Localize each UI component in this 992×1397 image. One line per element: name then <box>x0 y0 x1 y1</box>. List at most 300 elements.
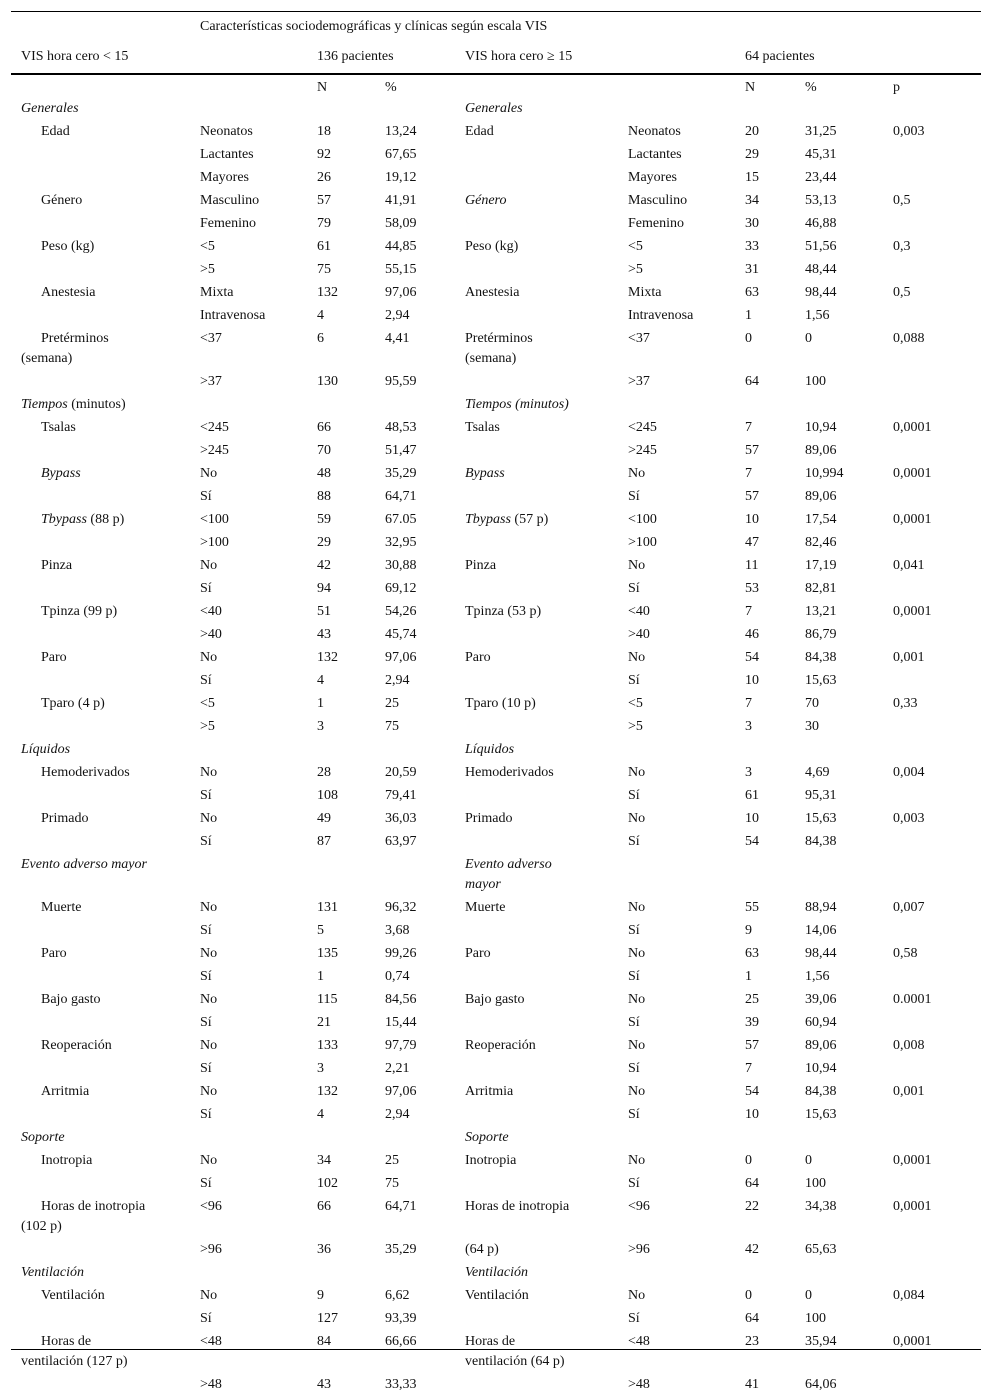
left-variable-cell <box>11 555 200 578</box>
table-row <box>11 417 981 440</box>
left-variable-cell <box>11 1081 200 1104</box>
right-variable-cell <box>465 144 628 167</box>
col-n-left: N <box>317 80 328 95</box>
right-pct: 10,94 <box>805 1061 837 1076</box>
table-row <box>11 647 981 670</box>
left-variable-cell <box>11 371 200 394</box>
left-category: Mayores <box>200 170 249 185</box>
variable-label: Pretérminos <box>41 331 109 346</box>
left-n: 59 <box>317 512 331 527</box>
left-pct: 35,29 <box>385 466 417 481</box>
p-value <box>893 1239 981 1262</box>
left-category: Sí <box>200 788 212 803</box>
variable-label: Horas de inotropia <box>41 1199 146 1214</box>
left-pct: 97,06 <box>385 1084 417 1099</box>
left-pct: 75 <box>385 1176 399 1191</box>
right-variable-cell <box>465 920 628 943</box>
right-variable-cell <box>465 1035 628 1058</box>
left-pct <box>385 394 465 417</box>
right-pct: 31,25 <box>805 124 837 139</box>
left-n: 79 <box>317 216 331 231</box>
left-pct: 3,68 <box>385 923 410 938</box>
variable-label: Tsalas <box>41 420 76 435</box>
table-row <box>11 371 981 394</box>
p-value <box>893 670 981 693</box>
right-pct: 1,56 <box>805 969 830 984</box>
left-n: 18 <box>317 124 331 139</box>
left-variable-cell <box>11 1173 200 1196</box>
right-pct: 84,38 <box>805 834 837 849</box>
right-variable-cell <box>465 417 628 440</box>
left-pct: 67.05 <box>385 512 417 527</box>
right-n: 1 <box>745 308 752 323</box>
right-variable-cell <box>465 693 628 716</box>
left-pct: 15,44 <box>385 1015 417 1030</box>
section-heading: Evento adverso <box>465 857 552 872</box>
column-header-row <box>11 74 981 98</box>
right-pct: 86,79 <box>805 627 837 642</box>
left-n: 94 <box>317 581 331 596</box>
left-pct <box>385 1262 465 1285</box>
p-value <box>893 854 981 897</box>
left-variable-cell <box>11 1127 200 1150</box>
right-variable-cell <box>465 1331 628 1374</box>
col-n-right: N <box>745 80 756 95</box>
right-n: 7 <box>745 604 752 619</box>
table-row <box>11 532 981 555</box>
p-value <box>893 1173 981 1196</box>
right-variable-cell <box>465 1262 628 1285</box>
left-variable-cell <box>11 1035 200 1058</box>
left-n: 34 <box>317 1153 331 1168</box>
left-n: 43 <box>317 1377 331 1392</box>
p-value <box>893 831 981 854</box>
left-n: 88 <box>317 489 331 504</box>
right-n: 41 <box>745 1377 759 1392</box>
right-n <box>745 98 805 121</box>
left-category: Intravenosa <box>200 308 266 323</box>
left-n: 43 <box>317 627 331 642</box>
variable-label: Muerte <box>465 900 506 915</box>
left-pct: 84,56 <box>385 992 417 1007</box>
left-pct: 6,62 <box>385 1288 410 1303</box>
right-pct: 10,994 <box>805 466 844 481</box>
right-category: <100 <box>628 512 657 527</box>
section-heading: Soporte <box>21 1130 65 1145</box>
variable-label: Ventilación <box>465 1288 529 1303</box>
left-n: 4 <box>317 308 324 323</box>
right-variable-cell <box>465 213 628 236</box>
table-row <box>11 486 981 509</box>
right-pct: 4,69 <box>805 765 830 780</box>
right-category: No <box>628 466 646 481</box>
left-category: No <box>200 1084 218 1099</box>
left-variable-cell <box>11 854 200 897</box>
right-variable-cell <box>465 371 628 394</box>
left-variable-cell <box>11 1308 200 1331</box>
right-n: 7 <box>745 1061 752 1076</box>
right-pct: 84,38 <box>805 650 837 665</box>
p-value <box>893 305 981 328</box>
right-category <box>628 1127 745 1150</box>
right-n: 10 <box>745 1107 759 1122</box>
left-variable-cell <box>11 190 200 213</box>
p-value: 0,3 <box>893 239 911 254</box>
right-pct: 0 <box>805 331 812 346</box>
right-variable-cell <box>465 943 628 966</box>
right-category: >245 <box>628 443 657 458</box>
section-heading: Ventilación <box>21 1265 84 1280</box>
data-table <box>11 11 981 1392</box>
right-variable-cell <box>465 259 628 282</box>
table-row <box>11 1012 981 1035</box>
right-category: No <box>628 946 646 961</box>
right-category: Sí <box>628 1107 640 1122</box>
right-category: Neonatos <box>628 124 681 139</box>
table-row <box>11 236 981 259</box>
table-row <box>11 624 981 647</box>
p-value: 0,041 <box>893 558 925 573</box>
right-category: No <box>628 900 646 915</box>
right-pct: 89,06 <box>805 443 837 458</box>
left-n: 57 <box>317 193 331 208</box>
right-n: 54 <box>745 834 759 849</box>
right-n: 29 <box>745 147 759 162</box>
p-value: 0,33 <box>893 696 918 711</box>
right-n: 9 <box>745 923 752 938</box>
variable-label: Hemoderivados <box>465 765 554 780</box>
right-n: 31 <box>745 262 759 277</box>
section-heading: Generales <box>21 101 79 116</box>
left-variable-cell <box>11 282 200 305</box>
right-variable-cell <box>465 440 628 463</box>
p-value <box>893 259 981 282</box>
section-row <box>11 1262 981 1285</box>
right-pct: 14,06 <box>805 923 837 938</box>
left-n <box>317 98 385 121</box>
group-right-label: VIS hora cero ≥ 15 <box>465 42 745 74</box>
left-category: No <box>200 650 218 665</box>
variable-label: Edad <box>41 124 70 139</box>
right-n: 7 <box>745 466 752 481</box>
p-value <box>893 532 981 555</box>
right-variable-cell <box>465 236 628 259</box>
left-n: 3 <box>317 1061 324 1076</box>
p-value: 0,0001 <box>893 420 932 435</box>
variable-label: Arritmia <box>465 1084 514 1099</box>
left-variable-cell <box>11 989 200 1012</box>
left-pct: 95,59 <box>385 374 417 389</box>
right-variable-cell <box>465 670 628 693</box>
right-category: Femenino <box>628 216 684 231</box>
left-category: <5 <box>200 696 215 711</box>
right-category: No <box>628 765 646 780</box>
p-value: 0,088 <box>893 331 925 346</box>
table-row <box>11 555 981 578</box>
p-value: 0,003 <box>893 124 925 139</box>
left-n: 28 <box>317 765 331 780</box>
right-n: 33 <box>745 239 759 254</box>
left-pct: 44,85 <box>385 239 417 254</box>
right-n: 30 <box>745 216 759 231</box>
p-value <box>893 371 981 394</box>
table-row <box>11 282 981 305</box>
p-value: 0,0001 <box>893 1199 932 1214</box>
right-category: Lactantes <box>628 147 682 162</box>
left-pct: 36,03 <box>385 811 417 826</box>
right-variable-cell <box>465 1012 628 1035</box>
left-n: 132 <box>317 650 338 665</box>
table-row <box>11 693 981 716</box>
right-n: 63 <box>745 285 759 300</box>
left-variable-cell <box>11 1262 200 1285</box>
variable-label: Paro <box>465 946 491 961</box>
right-n: 11 <box>745 558 759 573</box>
right-pct <box>805 98 893 121</box>
p-value <box>893 1012 981 1035</box>
left-pct: 79,41 <box>385 788 417 803</box>
right-category <box>628 739 745 762</box>
variable-label-cont: (semana) <box>21 351 73 366</box>
variable-label: Anestesia <box>41 285 96 300</box>
right-pct: 65,63 <box>805 1242 837 1257</box>
right-category: Sí <box>628 489 640 504</box>
left-n: 51 <box>317 604 331 619</box>
variable-label: Tparo (4 p) <box>41 696 105 711</box>
right-n: 63 <box>745 946 759 961</box>
section-row <box>11 739 981 762</box>
left-pct <box>385 1127 465 1150</box>
p-value <box>893 1262 981 1285</box>
variable-label: Inotropia <box>465 1153 517 1168</box>
left-variable-cell <box>11 739 200 762</box>
left-category: Femenino <box>200 216 256 231</box>
left-pct: 25 <box>385 1153 399 1168</box>
right-n: 57 <box>745 489 759 504</box>
left-variable-cell <box>11 1374 200 1397</box>
table-row <box>11 1104 981 1127</box>
section-heading: Tiempos <box>21 397 68 412</box>
p-value: 0.0001 <box>893 992 932 1007</box>
table-row <box>11 167 981 190</box>
right-pct: 82,46 <box>805 535 837 550</box>
group-left-patients: 136 pacientes <box>317 42 465 74</box>
right-variable-cell <box>465 785 628 808</box>
right-pct: 35,94 <box>805 1334 837 1349</box>
right-n: 0 <box>745 331 752 346</box>
right-variable-cell <box>465 1308 628 1331</box>
right-pct: 15,63 <box>805 811 837 826</box>
right-n: 1 <box>745 969 752 984</box>
right-n: 64 <box>745 374 759 389</box>
variable-label: Inotropia <box>41 1153 93 1168</box>
p-value <box>893 920 981 943</box>
right-category: Sí <box>628 581 640 596</box>
left-category: >5 <box>200 719 215 734</box>
left-variable-cell <box>11 693 200 716</box>
right-category: >40 <box>628 627 650 642</box>
left-n: 26 <box>317 170 331 185</box>
right-pct: 48,44 <box>805 262 837 277</box>
left-variable-cell <box>11 897 200 920</box>
left-n: 48 <box>317 466 331 481</box>
left-pct: 75 <box>385 719 399 734</box>
variable-suffix: (57 p) <box>510 512 549 527</box>
table-row <box>11 463 981 486</box>
right-variable-cell <box>465 1150 628 1173</box>
table-row <box>11 190 981 213</box>
left-category: Sí <box>200 1015 212 1030</box>
left-n: 132 <box>317 1084 338 1099</box>
p-value: 0,5 <box>893 285 911 300</box>
right-pct <box>805 854 893 897</box>
p-value: 0,0001 <box>893 1153 932 1168</box>
group-right-patients: 64 pacientes <box>745 42 981 74</box>
right-variable-cell <box>465 1081 628 1104</box>
left-pct: 2,94 <box>385 308 410 323</box>
p-value <box>893 1308 981 1331</box>
left-category: No <box>200 1153 218 1168</box>
right-category: Sí <box>628 673 640 688</box>
section-row <box>11 1127 981 1150</box>
table-row <box>11 989 981 1012</box>
left-n: 5 <box>317 923 324 938</box>
left-variable-cell <box>11 1331 200 1374</box>
variable-label: Paro <box>465 650 491 665</box>
right-variable-cell <box>465 190 628 213</box>
p-value: 0,0001 <box>893 1334 932 1349</box>
right-category: No <box>628 1038 646 1053</box>
right-category: Mayores <box>628 170 677 185</box>
right-n <box>745 394 805 417</box>
left-n: 1 <box>317 969 324 984</box>
right-variable-cell <box>465 808 628 831</box>
right-category <box>628 854 745 897</box>
right-category: Sí <box>628 1176 640 1191</box>
right-variable-cell <box>465 1173 628 1196</box>
variable-label: Peso (kg) <box>465 239 519 254</box>
variable-label: Género <box>465 193 507 208</box>
table-row <box>11 1196 981 1239</box>
left-category: No <box>200 1288 218 1303</box>
left-pct: 64,71 <box>385 1199 417 1214</box>
variable-label: Muerte <box>41 900 82 915</box>
left-variable-cell <box>11 1196 200 1239</box>
left-category: >48 <box>200 1377 222 1392</box>
table-row <box>11 213 981 236</box>
left-pct <box>385 739 465 762</box>
p-value <box>893 785 981 808</box>
left-n: 92 <box>317 147 331 162</box>
p-value <box>893 1374 981 1397</box>
table-row <box>11 1081 981 1104</box>
left-n: 3 <box>317 719 324 734</box>
right-variable-cell <box>465 305 628 328</box>
left-pct: 20,59 <box>385 765 417 780</box>
p-value: 0,0001 <box>893 466 932 481</box>
left-n: 115 <box>317 992 338 1007</box>
right-category: >100 <box>628 535 657 550</box>
right-n: 34 <box>745 193 759 208</box>
col-p: p <box>893 80 900 95</box>
left-category: Mixta <box>200 285 234 300</box>
variable-label-cont: (semana) <box>465 351 517 366</box>
right-variable-cell <box>465 1374 628 1397</box>
right-n: 22 <box>745 1199 759 1214</box>
left-pct: 19,12 <box>385 170 417 185</box>
table-title: Características sociodemográficas y clínicas según escala VIS <box>200 19 548 34</box>
right-variable-cell <box>465 762 628 785</box>
table-row <box>11 305 981 328</box>
left-category: No <box>200 765 218 780</box>
variable-suffix: (88 p) <box>86 512 125 527</box>
left-n: 29 <box>317 535 331 550</box>
table-row <box>11 716 981 739</box>
right-variable-cell <box>465 831 628 854</box>
right-category: Sí <box>628 788 640 803</box>
right-n: 15 <box>745 170 759 185</box>
p-value: 0,004 <box>893 765 925 780</box>
left-category: Sí <box>200 1176 212 1191</box>
left-pct: 2,21 <box>385 1061 410 1076</box>
left-variable-cell <box>11 1104 200 1127</box>
left-pct: 4,41 <box>385 331 410 346</box>
right-variable-cell <box>465 1196 628 1239</box>
right-variable-cell <box>465 463 628 486</box>
right-category: Sí <box>628 1015 640 1030</box>
right-category: Sí <box>628 834 640 849</box>
left-n: 87 <box>317 834 331 849</box>
right-variable-cell <box>465 897 628 920</box>
table-row <box>11 1150 981 1173</box>
right-category: <48 <box>628 1334 650 1349</box>
right-n: 57 <box>745 443 759 458</box>
right-variable-cell <box>465 532 628 555</box>
right-n: 10 <box>745 512 759 527</box>
variable-label: Horas de <box>465 1334 516 1349</box>
left-category: No <box>200 1038 218 1053</box>
left-category <box>200 1127 317 1150</box>
right-n <box>745 1127 805 1150</box>
right-pct: 13,21 <box>805 604 837 619</box>
variable-label-cont: ventilación (127 p) <box>21 1354 128 1369</box>
right-category: Masculino <box>628 193 688 208</box>
right-variable-cell <box>465 854 628 897</box>
p-value <box>893 486 981 509</box>
table-row <box>11 1308 981 1331</box>
right-variable-cell <box>465 624 628 647</box>
right-category: <245 <box>628 420 657 435</box>
left-category: Neonatos <box>200 124 253 139</box>
right-category: Sí <box>628 1061 640 1076</box>
section-heading: Soporte <box>465 1130 509 1145</box>
right-pct: 39,06 <box>805 992 837 1007</box>
left-category: <245 <box>200 420 229 435</box>
left-pct: 96,32 <box>385 900 417 915</box>
left-n: 4 <box>317 1107 324 1122</box>
table-row <box>11 1173 981 1196</box>
right-pct: 1,56 <box>805 308 830 323</box>
p-value <box>893 716 981 739</box>
right-category: >37 <box>628 374 650 389</box>
left-n: 9 <box>317 1288 324 1303</box>
left-category: No <box>200 900 218 915</box>
right-variable-cell <box>465 121 628 144</box>
left-variable-cell <box>11 831 200 854</box>
variable-label: Pinza <box>465 558 497 573</box>
table-row <box>11 920 981 943</box>
right-category: No <box>628 811 646 826</box>
